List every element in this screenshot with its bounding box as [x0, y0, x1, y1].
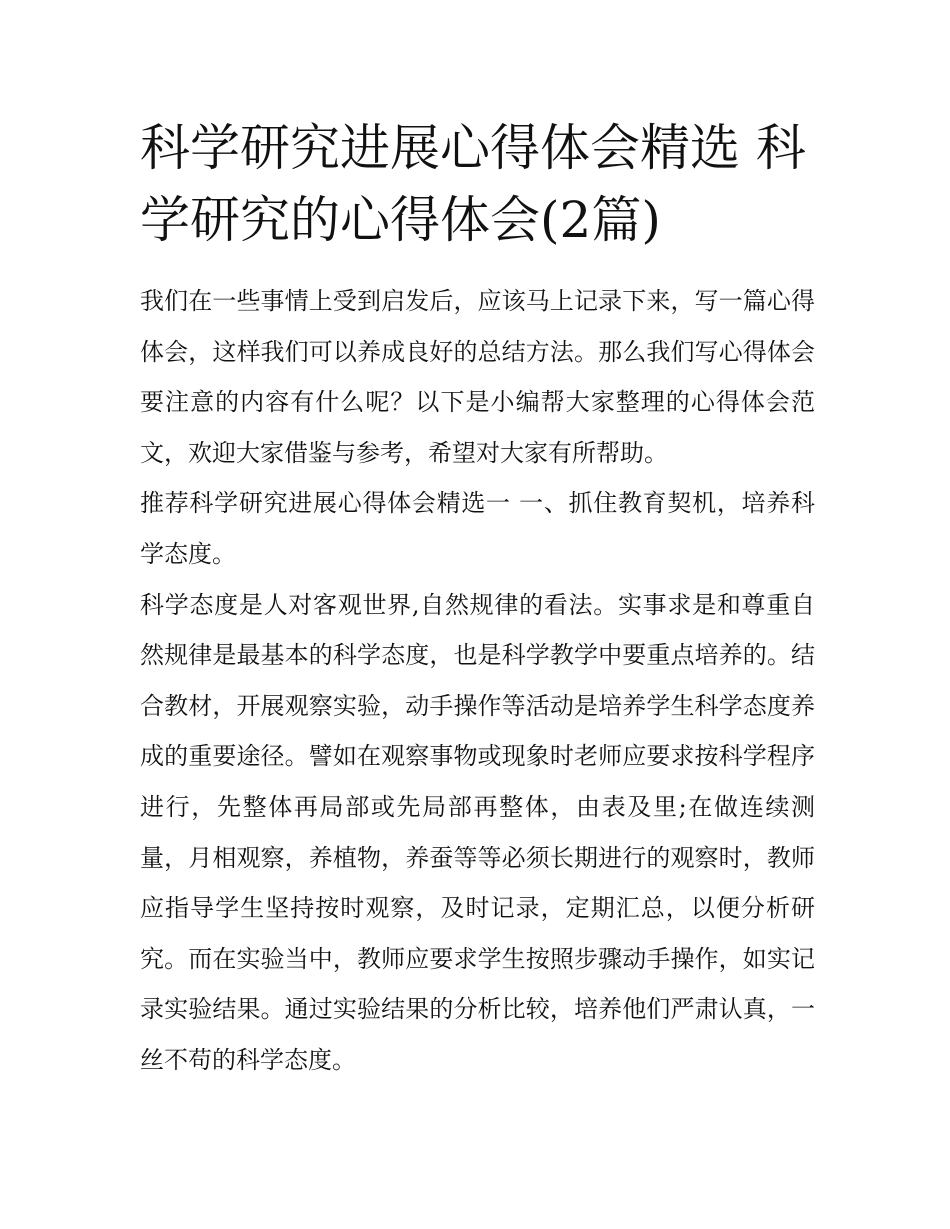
intro-paragraph: 我们在一些事情上受到启发后，应该马上记录下来，写一篇心得体会，这样我们可以养成良好的总结方法。那么我们写心得体会要注意的内容有什么呢？以下是小编帮大家整理的心得体会范文，欢迎大家借鉴与参考，希望对大家有所帮助。 — [140, 287, 815, 467]
body-paragraph: 科学态度是人对客观世界,自然规律的看法。实事求是和尊重自然规律是最基本的科学态度，也是科学教学中要重点培养的。结合教材，开展观察实验，动手操作等活动是培养学生科学态度养成的重要途径。譬如在观察事物或现象时老师应要求按科学程序进行，先整体再局部或先局部再整体，由表及里;在做连续测量，月相观察，养植物，养蚕等等必须长期进行的观察时，教师应指导学生坚持按时观察，及时记录，定期汇总，以便分析研究。而在实验当中，教师应要求学生按照步骤动手操作，如实记录实验结果。通过实验结果的分析比较，培养他们严肃认真，一丝不苟的科学态度。 — [140, 590, 815, 1074]
section-heading-paragraph: 推荐科学研究进展心得体会精选一 一、抓住教育契机，培养科学态度。 — [140, 489, 815, 568]
document-body — [140, 112, 815, 1086]
document-title: 科学研究进展心得体会精选 科学研究的心得体会(2篇) — [140, 119, 806, 249]
